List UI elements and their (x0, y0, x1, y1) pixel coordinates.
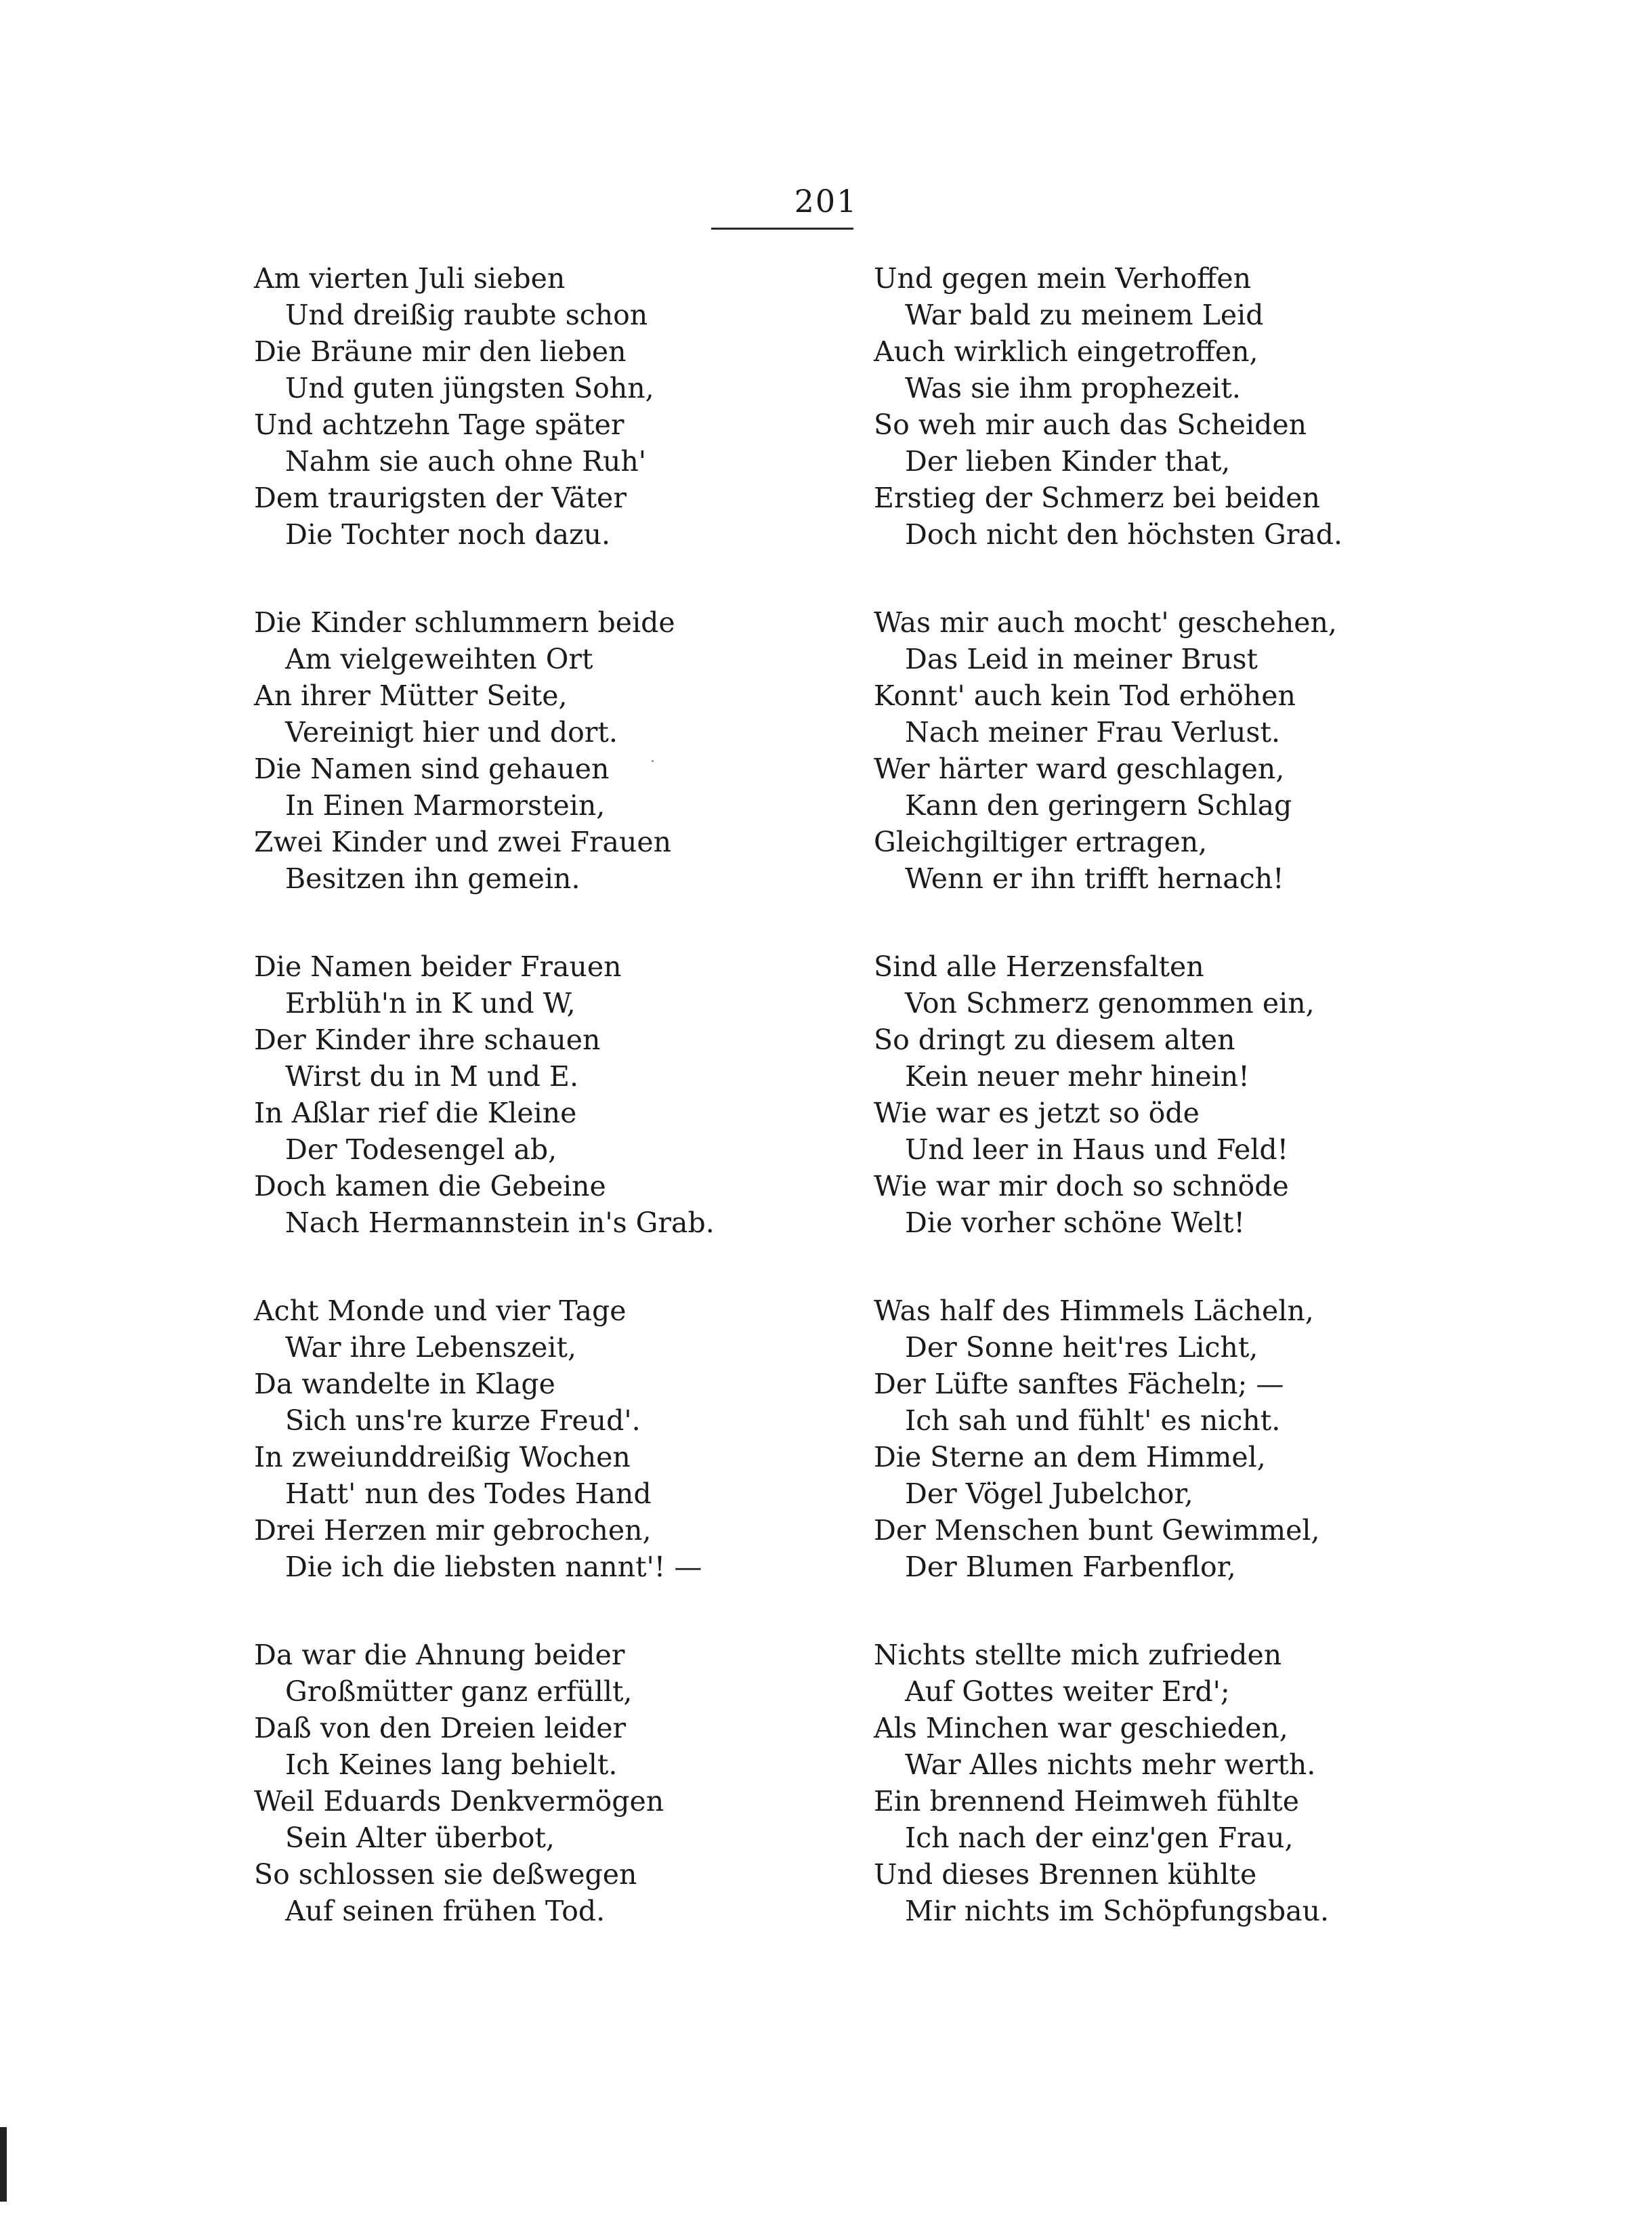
stanza (254, 1637, 864, 1929)
verse-line: Und achtzehn Tage später (254, 408, 624, 441)
verse-line: Kein neuer mehr hinein! (905, 1060, 1250, 1093)
verse-line: Die Tochter noch dazu. (285, 518, 611, 551)
verse-line: Als Minchen war geschieden, (874, 1712, 1288, 1744)
paper-speck (652, 760, 654, 762)
verse-line: Auf seinen frühen Tod. (285, 1895, 606, 1927)
verse-line: Am vielgeweihten Ort (285, 643, 593, 675)
stanza (874, 948, 1483, 1241)
stanza (874, 1637, 1483, 1929)
stanza (874, 1293, 1483, 1585)
verse-line: Wenn er ihn trifft hernach! (905, 862, 1284, 895)
verse-line: Kann den geringern Schlag (905, 789, 1292, 822)
verse-line: Wer härter ward geschlagen, (874, 753, 1285, 785)
verse-line: So dringt zu diesem alten (874, 1024, 1235, 1056)
verse-line: Doch kamen die Gebeine (254, 1170, 606, 1202)
verse-line: Der lieben Kinder that, (905, 445, 1231, 478)
verse-line: Die Kinder schlummern beide (254, 606, 675, 639)
verse-line: So schlossen sie deßwegen (254, 1858, 637, 1891)
verse-line: Nahm sie auch ohne Ruh' (285, 445, 647, 478)
scan-edge-mark (0, 2127, 7, 2202)
stanza (874, 604, 1483, 897)
verse-line: Wie war mir doch so schnöde (874, 1170, 1289, 1202)
stanza (874, 260, 1483, 553)
verse-line: Das Leid in meiner Brust (905, 643, 1258, 675)
verse-line: Hatt' nun des Todes Hand (285, 1477, 652, 1510)
verse-line: Und guten jüngsten Sohn, (285, 372, 654, 404)
stanza (254, 260, 864, 553)
verse-line: Der Sonne heit'res Licht, (905, 1331, 1258, 1364)
verse-line: Da war die Ahnung beider (254, 1639, 625, 1671)
verse-line: Auch wirklich eingetroffen, (874, 335, 1258, 368)
verse-line: Wie war es jetzt so öde (874, 1097, 1200, 1129)
verse-line: Der Lüfte sanftes Fächeln; — (874, 1368, 1284, 1400)
verse-line: Am vierten Juli sieben (254, 262, 566, 295)
verse-line: Dem traurigsten der Väter (254, 482, 627, 514)
verse-line: Der Blumen Farbenflor, (905, 1551, 1236, 1583)
page-number-rule (711, 228, 853, 230)
verse-line: Der Vögel Jubelchor, (905, 1477, 1193, 1510)
verse-line: Der Todesengel ab, (285, 1133, 557, 1166)
verse-line: Zwei Kinder und zwei Frauen (254, 826, 672, 858)
verse-line: Ich Keines lang behielt. (285, 1748, 618, 1781)
verse-line: Nichts stellte mich zufrieden (874, 1639, 1282, 1671)
verse-line: Gleichgiltiger ertragen, (874, 826, 1208, 858)
verse-line: Großmütter ganz erfüllt, (285, 1675, 633, 1708)
verse-line: Der Kinder ihre schauen (254, 1024, 601, 1056)
verse-line: So weh mir auch das Scheiden (874, 408, 1307, 441)
verse-line: Mir nichts im Schöpfungsbau. (905, 1895, 1329, 1927)
verse-line: War ihre Lebenszeit, (285, 1331, 576, 1364)
verse-line: Da wandelte in Klage (254, 1368, 555, 1400)
verse-line: Auf Gottes weiter Erd'; (905, 1675, 1230, 1708)
verse-line: In Aßlar rief die Kleine (254, 1097, 577, 1129)
verse-line: Vereinigt hier und dort. (285, 716, 618, 749)
verse-line: Und dieses Brennen kühlte (874, 1858, 1257, 1891)
verse-line: Sind alle Herzensfalten (874, 950, 1204, 983)
verse-line: Der Menschen bunt Gewimmel, (874, 1514, 1320, 1547)
verse-line: Ich nach der einz'gen Frau, (905, 1822, 1294, 1854)
verse-line: Von Schmerz genommen ein, (905, 987, 1315, 1020)
verse-line: Nach meiner Frau Verlust. (905, 716, 1280, 749)
verse-line: Nach Hermannstein in's Grab. (285, 1206, 715, 1239)
verse-line: Acht Monde und vier Tage (254, 1295, 627, 1327)
verse-line: Sein Alter überbot, (285, 1822, 555, 1854)
verse-line: Was half des Himmels Lächeln, (874, 1295, 1314, 1327)
verse-line: War bald zu meinem Leid (905, 299, 1264, 331)
verse-line: Ich sah und fühlt' es nicht. (905, 1404, 1281, 1437)
verse-line: Wirst du in M und E. (285, 1060, 578, 1093)
verse-line: Die vorher schöne Welt! (905, 1206, 1245, 1239)
verse-line: Sich uns're kurze Freud'. (285, 1404, 641, 1437)
verse-line: War Alles nichts mehr werth. (905, 1748, 1316, 1781)
verse-line: Und leer in Haus und Feld! (905, 1133, 1289, 1166)
verse-line: Erstieg der Schmerz bei beiden (874, 482, 1320, 514)
stanza (254, 948, 864, 1241)
stanza (254, 1293, 864, 1585)
verse-line: In Einen Marmorstein, (285, 789, 606, 822)
verse-line: Konnt' auch kein Tod erhöhen (874, 679, 1296, 712)
verse-line: Die Bräune mir den lieben (254, 335, 627, 368)
verse-line: Die Namen sind gehauen (254, 753, 610, 785)
page-number: 201 (794, 183, 858, 219)
verse-line: Die ich die liebsten nannt'! — (285, 1551, 702, 1583)
verse-line: An ihrer Mütter Seite, (254, 679, 568, 712)
verse-line: Drei Herzen mir gebrochen, (254, 1514, 652, 1547)
verse-line: Und gegen mein Verhoffen (874, 262, 1251, 295)
verse-line: Doch nicht den höchsten Grad. (905, 518, 1343, 551)
verse-line: In zweiunddreißig Wochen (254, 1441, 631, 1473)
verse-line: Besitzen ihn gemein. (285, 862, 580, 895)
verse-line: Erblüh'n in K und W, (285, 987, 576, 1020)
verse-line: Die Namen beider Frauen (254, 950, 622, 983)
verse-line: Daß von den Dreien leider (254, 1712, 627, 1744)
verse-line: Was sie ihm prophezeit. (905, 372, 1241, 404)
stanza (254, 604, 864, 897)
verse-line: Die Sterne an dem Himmel, (874, 1441, 1266, 1473)
verse-line: Weil Eduards Denkvermögen (254, 1785, 664, 1818)
verse-line: Ein brennend Heimweh fühlte (874, 1785, 1299, 1818)
verse-line: Und dreißig raubte schon (285, 299, 648, 331)
verse-line: Was mir auch mocht' geschehen, (874, 606, 1337, 639)
